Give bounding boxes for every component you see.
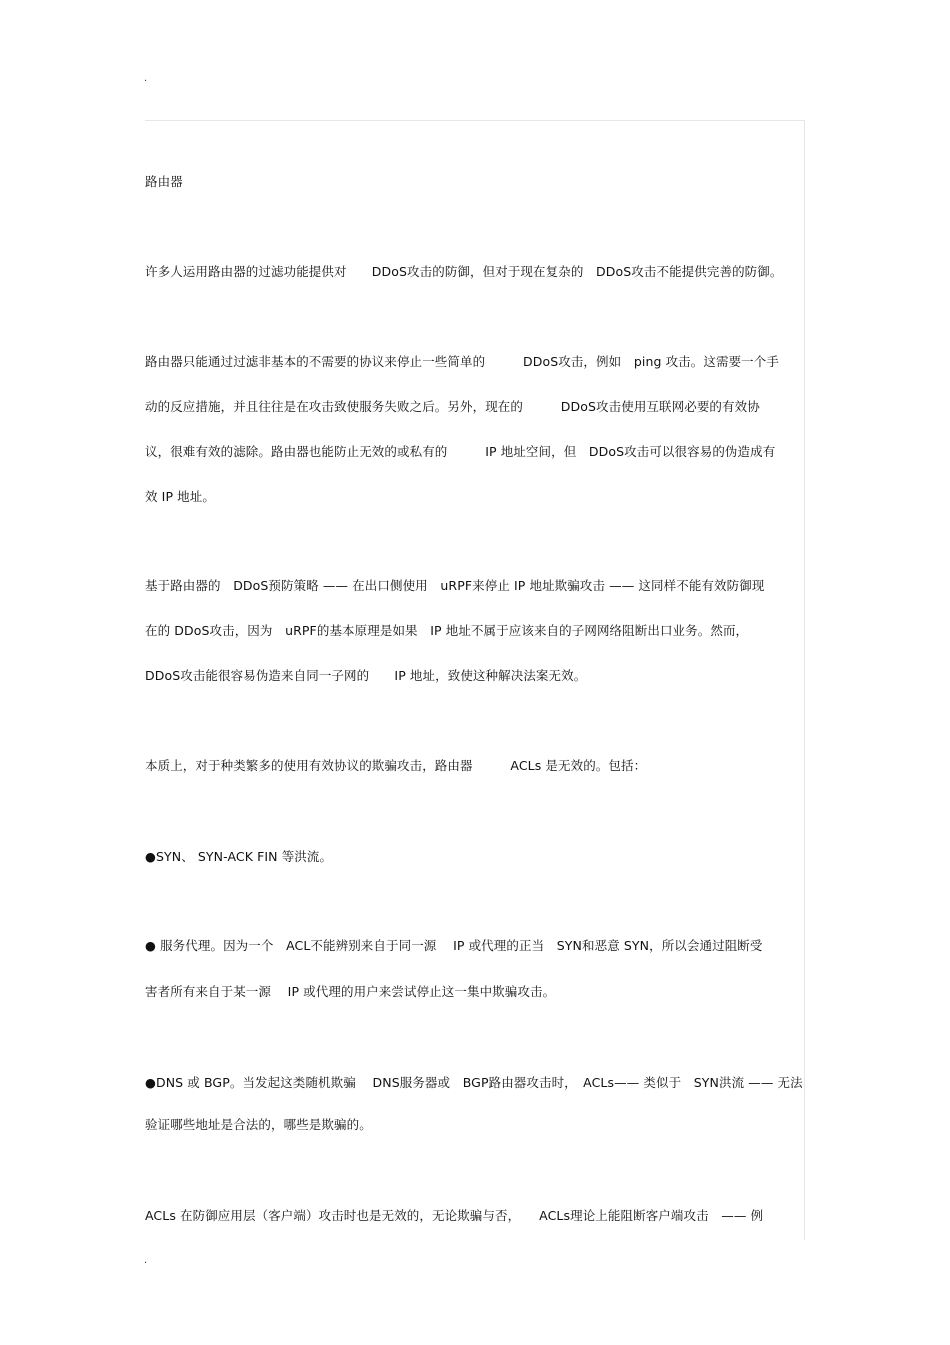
bullet-line-proxy: ● 服务代理。因为一个 ACL不能辨别来自于同一源 IP 或代理的正当 SYN和恶意 SYN，所以会通过阻断受 <box>145 938 763 953</box>
section-heading: 路由器 <box>145 174 183 189</box>
content-frame-right-border <box>804 120 805 1240</box>
text-line-1: 许多人运用路由器的过滤功能提供对 DDoS攻击的防御，但对于现在复杂的 DDoS攻击不能提供完善的防御。 <box>145 264 783 279</box>
bullet-line-dns: ●DNS 或 BGP。当发起这类随机欺骗 DNS服务器或 BGP路由器攻击时， ACLs—— 类似于 SYN洪流 —— 无法 <box>145 1075 803 1090</box>
text-line-5: 效 IP 地址。 <box>145 489 215 504</box>
text-line-8: DDoS攻击能很容易伪造来自同一子网的 IP 地址，致使这种解决法案无效。 <box>145 668 587 683</box>
page-dot-bottom: . <box>144 1255 148 1266</box>
content-frame-top-border <box>145 120 805 121</box>
text-line-last: ACLs 在防御应用层（客户端）攻击时也是无效的，无论欺骗与否， ACLs理论上能阻断客户端攻击 —— 例 <box>145 1208 764 1223</box>
text-line-4: 议，很难有效的滤除。路由器也能防止无效的或私有的 IP 地址空间，但 DDoS攻击可以很容易的伪造成有 <box>145 444 776 459</box>
text-line-9: 本质上，对于种类繁多的使用有效协议的欺骗攻击，路由器 ACLs 是无效的。包括： <box>145 758 647 773</box>
bullet-line-syn: ●SYN、 SYN-ACK FIN 等洪流。 <box>145 849 333 864</box>
bullet-line-proxy-cont: 害者所有来自于某一源 IP 或代理的用户来尝试停止这一集中欺骗攻击。 <box>145 984 556 999</box>
text-line-3: 动的反应措施，并且往往是在攻击致使服务失败之后。另外，现在的 DDoS攻击使用互联网必要的有效协 <box>145 399 760 414</box>
text-line-6: 基于路由器的 DDoS预防策略 —— 在出口侧使用 uRPF来停止 IP 地址欺骗攻击 —— 这同样不能有效防御现 <box>145 578 765 593</box>
page-dot-top: . <box>144 73 148 84</box>
bullet-line-dns-cont: 验证哪些地址是合法的，哪些是欺骗的。 <box>145 1117 372 1132</box>
text-line-7: 在的 DDoS攻击，因为 uRPF的基本原理是如果 IP 地址不属于应该来自的子网网络阻断出口业务。然而， <box>145 623 749 638</box>
text-line-2: 路由器只能通过过滤非基本的不需要的协议来停止一些简单的 DDoS攻击，例如 ping 攻击。这需要一个手 <box>145 354 779 369</box>
